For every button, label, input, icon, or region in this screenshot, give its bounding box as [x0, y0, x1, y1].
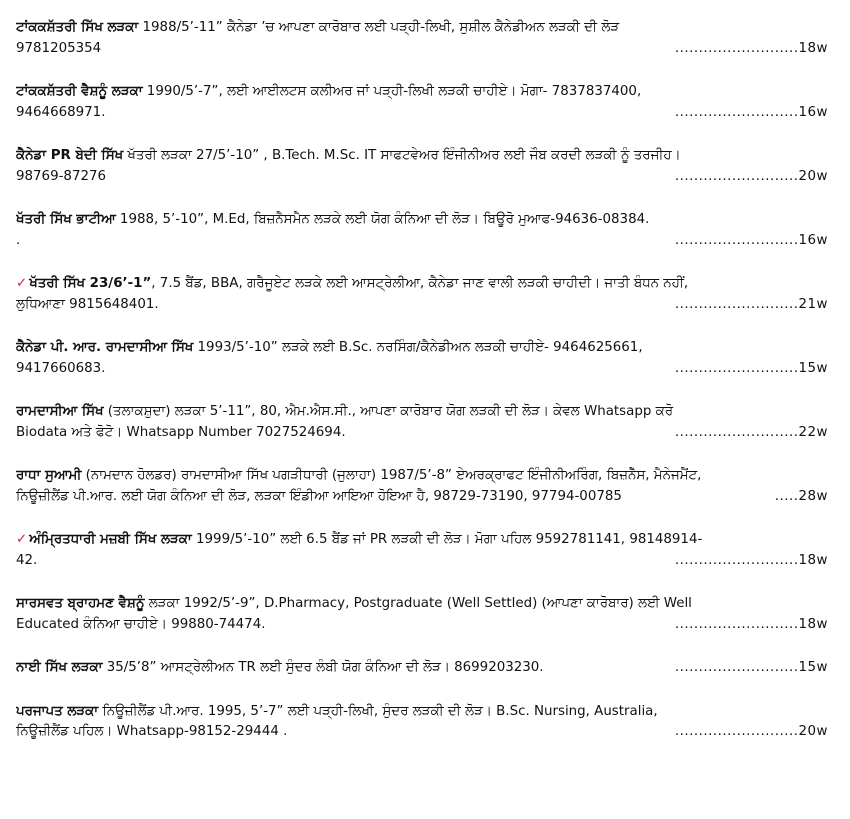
listing-first-line: [16, 402, 828, 423]
listing-second-line: 98769-87276: [16, 168, 107, 184]
listing-second-line: ਲੁਧਿਆਣਾ 9815648401.: [16, 296, 159, 312]
listing-heading: ਰਾਮਦਾਸੀਆ ਸਿੱਖ: [16, 404, 104, 419]
listing-first-line: [16, 594, 828, 615]
listing-heading: ਖੱਤਰੀ ਸਿੱਖ 23/6’-1”: [29, 276, 152, 291]
listing-word-count: ..........................18w: [674, 40, 828, 56]
listing-second-line: 9781205354: [16, 40, 102, 56]
matrimonial-listing: [16, 466, 828, 507]
matrimonial-listing: [16, 530, 828, 571]
matrimonial-listing: [16, 702, 828, 743]
matrimonial-listing: [16, 146, 828, 187]
matrimonial-listing: [16, 274, 828, 315]
listing-body-text: ਲੜਕਾ 1992/5’-9”, D.Pharmacy, Postgraduate (Well Settled) (ਆਪਣਾ ਕਾਰੋਬਾਰ) ਲਈ Well: [144, 596, 692, 611]
listing-first-line: [16, 274, 828, 295]
listing-heading: ਰਾਧਾ ਸੁਆਮੀ: [16, 468, 82, 483]
listing-heading: ਅੰਮ੍ਰਿਤਧਾਰੀ ਮਜ਼ਬੀ ਸਿੱਖ ਲੜਕਾ: [29, 532, 192, 547]
listing-heading: ਟਾਂਕਕਸ਼ੱਤਰੀ ਵੈਸ਼ਨੂੰ ਲੜਕਾ: [16, 84, 143, 99]
matrimonial-listing: [16, 402, 828, 443]
listing-heading: ਖੱਤਰੀ ਸਿੱਖ ਭਾਟੀਆ: [16, 212, 116, 227]
listing-body-text: (ਤਲਾਕਸ਼ੁਦਾ) ਲੜਕਾ 5’-11”, 80, ਐਮ.ਐਸ.ਸੀ., ਆਪਣਾ ਕਾਰੋਬਾਰ ਯੋਗ ਲੜਕੀ ਦੀ ਲੋੜ। ਕੇਵਲ Whatsapp ਕਰੋ: [103, 404, 674, 419]
listing-second-line: .: [16, 232, 21, 248]
matrimonial-listing: [16, 82, 828, 123]
listing-second-line: Biodata ਅਤੇ ਫੋਟੋ। Whatsapp Number 7027524694.: [16, 424, 346, 440]
listing-word-count: ..........................22w: [674, 424, 828, 440]
listing-word-count: ..........................20w: [674, 168, 828, 184]
listing-word-count: ..........................18w: [674, 552, 828, 568]
listing-body-text: ਖੱਤਰੀ ਲੜਕਾ 27/5’-10” , B.Tech. M.Sc. IT ਸਾਫਟਵੇਅਰ ਇੰਜੀਨੀਅਰ ਲਈ ਜੌਬ ਕਰਦੀ ਲੜਕੀ ਨੂੰ ਤਰਜੀਹ।: [123, 148, 681, 163]
listing-heading: ਟਾਂਕਕਸ਼ੱਤਰੀ ਸਿੱਖ ਲੜਕਾ: [16, 20, 139, 35]
listing-heading: ਪਰਜਾਪਤ ਲੜਕਾ: [16, 703, 99, 719]
listing-body-text: ਨਿਊਜ਼ੀਲੈਂਡ ਪੀ.ਆਰ. 1995, 5’-7” ਲਈ ਪੜ੍ਹੀ-ਲਿਖੀ, ਸੁੰਦਰ ਲੜਕੀ ਦੀ ਲੋੜ। B.Sc. Nursing, Australia,: [98, 703, 658, 719]
checkmark-icon: ✓: [16, 276, 28, 291]
listing-word-count: ..........................15w: [674, 360, 828, 376]
listing-word-count: ..........................16w: [674, 232, 828, 248]
listing-second-line: 9464668971.: [16, 104, 106, 120]
listing-second-line: ਨਿਊਜ਼ੀਲੈਂਡ ਪਹਿਲ। Whatsapp-98152-29444 .: [16, 724, 288, 739]
listing-first-line: [16, 702, 828, 723]
matrimonial-listing: [16, 210, 828, 251]
matrimonial-listing: [16, 18, 828, 59]
checkmark-icon: ✓: [16, 532, 28, 547]
matrimonial-listing: [16, 338, 828, 379]
listing-heading: ਸਾਰਸਵਤ ਬ੍ਰਾਹਮਣ ਵੈਸ਼ਨੂੰ: [16, 596, 145, 611]
listing-word-count: .....28w: [774, 488, 828, 504]
listing-body-text: , 7.5 ਬੈਂਡ, BBA, ਗਰੈਜੂਏਟ ਲੜਕੇ ਲਈ ਆਸਟ੍ਰੇਲੀਆ, ਕੈਨੇਡਾ ਜਾਣ ਵਾਲੀ ਲੜਕੀ ਚਾਹੀਦੀ। ਜਾਤੀ ਬੰਧਨ ਨਹੀਂ,: [151, 276, 689, 291]
listing-second-line: ਨਿਊਜ਼ੀਲੈਂਡ ਪੀ.ਆਰ. ਲਈ ਯੋਗ ਕੰਨਿਆ ਦੀ ਲੋੜ, ਲੜਕਾ ਇੰਡੀਆ ਆਇਆ ਹੋਇਆ ਹੈ, 98729-73190, 97794-00785: [16, 488, 622, 504]
listing-body-text: 35/5’8” ਆਸਟ੍ਰੇਲੀਅਨ TR ਲਈ ਸੁੰਦਰ ਲੰਬੀ ਯੋਗ ਕੰਨਿਆ ਦੀ ਲੋੜ। 8699203230.: [102, 660, 544, 675]
listing-first-line: [16, 210, 828, 231]
listing-word-count: ..........................16w: [674, 104, 828, 120]
listing-body-text: 1999/5’-10” ਲਈ 6.5 ਬੈਂਡ ਜਾਂ PR ਲੜਕੀ ਦੀ ਲੋੜ। ਮੋਗਾ ਪਹਿਲ 9592781141, 98148914-: [191, 532, 703, 547]
listing-second-line: 42.: [16, 552, 38, 568]
listing-first-line: [16, 338, 828, 359]
listing-word-count: ..........................18w: [674, 616, 828, 632]
listing-body-text: 1990/5’-7”, ਲਈ ਆਈਲਟਸ ਕਲੀਅਰ ਜਾਂ ਪੜ੍ਹੀ-ਲਿਖੀ ਲੜਕੀ ਚਾਹੀਏ। ਮੋਗਾ- 7837837400,: [142, 84, 642, 99]
listing-heading: ਨਾਈ ਸਿੱਖ ਲੜਕਾ: [16, 660, 103, 675]
listing-word-count: ..........................15w: [674, 660, 828, 675]
listing-first-line: [16, 466, 828, 487]
listing-second-line: Educated ਕੰਨਿਆ ਚਾਹੀਏ। 99880-74474.: [16, 616, 266, 632]
matrimonial-listing: [16, 658, 828, 679]
listing-body-text: (ਨਾਮਦਾਨ ਹੋਲਡਰ) ਰਾਮਦਾਸੀਆ ਸਿੱਖ ਪਗੜੀਧਾਰੀ (ਜੁਲਾਹਾ) 1987/5’-8” ਏਅਰਕ੍ਰਾਫਟ ਇੰਜੀਨੀਅਰਿੰਗ, ਬਿਜ਼ਨੈੱਸ, ਮੈਨੇਜਮੈਂਟ,: [81, 468, 702, 483]
listing-first-line: [16, 18, 828, 39]
listing-word-count: ..........................20w: [674, 724, 828, 739]
listing-first-line: [16, 146, 828, 167]
listing-first-line: [16, 530, 828, 551]
listing-heading: ਕੈਨੇਡਾ ਪੀ. ਆਰ. ਰਾਮਦਾਸੀਆ ਸਿੱਖ: [16, 340, 194, 355]
matrimonial-listing: [16, 594, 828, 635]
listing-second-line: 9417660683.: [16, 360, 106, 376]
listing-first-line: [16, 82, 828, 103]
listing-word-count: ..........................21w: [674, 296, 828, 312]
listing-body-text: 1988, 5’-10”, M.Ed, ਬਿਜ਼ਨੈਸਮੈਨ ਲੜਕੇ ਲਈ ਯੋਗ ਕੰਨਿਆ ਦੀ ਲੋੜ। ਬਿਊਰੋ ਮੁਆਫ-94636-08384.: [115, 212, 650, 227]
listing-heading: ਕੈਨੇਡਾ PR ਬੇਦੀ ਸਿੱਖ: [16, 148, 124, 163]
listing-body-text: 1988/5’-11” ਕੈਨੇਡਾ ’ਚ ਆਪਣਾ ਕਾਰੋਬਾਰ ਲਈ ਪੜ੍ਹੀ-ਲਿਖੀ, ਸੁਸ਼ੀਲ ਕੈਨੇਡੀਅਨ ਲੜਕੀ ਦੀ ਲੋੜ: [138, 20, 620, 35]
listing-body-text: 1993/5’-10” ਲੜਕੇ ਲਈ B.Sc. ਨਰਸਿੰਗ/ਕੈਨੇਡੀਅਨ ਲੜਕੀ ਚਾਹੀਏ- 9464625661,: [193, 340, 643, 355]
